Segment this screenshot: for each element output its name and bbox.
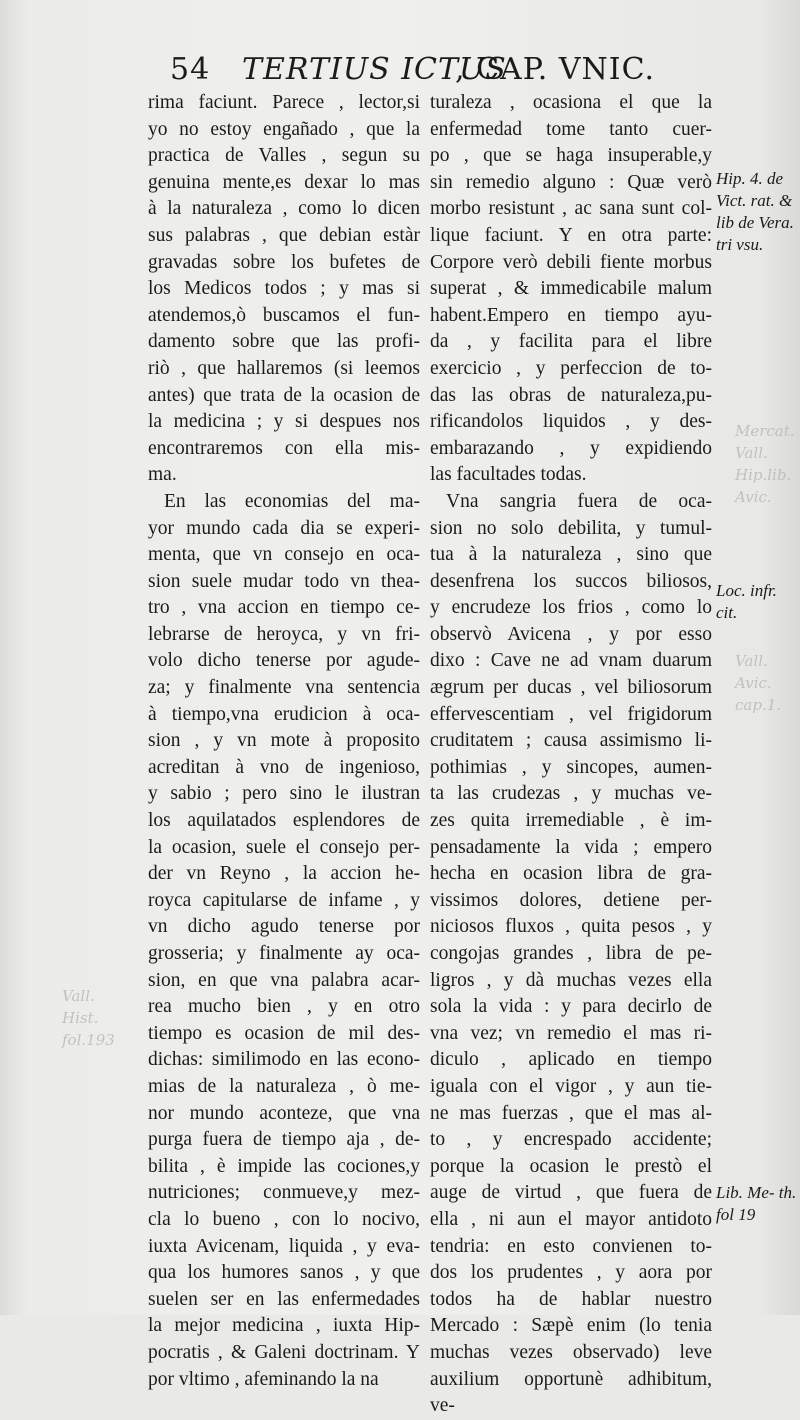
text-line: por vltimo , afeminando la na xyxy=(148,1368,379,1390)
bleed-through-text: Mercat. Vall. Hip.lib. Avic. xyxy=(735,422,795,506)
right-text-column xyxy=(430,90,712,1420)
text-line: vn dicho agudo tenerse por xyxy=(148,916,420,938)
page-header xyxy=(170,52,730,92)
text-line: nutriciones; conmueve,y mez- xyxy=(148,1182,420,1204)
text-line: sion suele mudar todo vn thea- xyxy=(148,570,420,592)
text-line: pocratis , & Galeni doctrinam. Y xyxy=(148,1341,420,1363)
text-line: ta las crudezas , y muchas ve- xyxy=(430,783,712,805)
text-line: genuina mente,es dexar lo mas xyxy=(148,171,420,193)
text-line: congojas grandes , libra de pe- xyxy=(430,943,712,964)
text-line: las facultades todas. xyxy=(430,464,587,486)
text-line: po , que se haga insuperable,y xyxy=(430,145,712,167)
text-line: practica de Valles , segun su xyxy=(148,145,420,167)
text-line: observò Avicena , y por esso xyxy=(430,623,712,645)
text-line: superat , & immedicabile malum xyxy=(430,278,712,300)
text-line: sion, en que vna palabra acar- xyxy=(148,969,420,991)
text-line: yor mundo cada dia se experi- xyxy=(148,517,420,539)
text-line: zes quita irremediable , è im- xyxy=(430,810,712,832)
text-line: das las obras de naturaleza,pu- xyxy=(430,384,712,406)
text-line: la ocasion, suele el consejo per- xyxy=(148,836,420,858)
text-line: mias de la naturaleza , ò me- xyxy=(148,1075,420,1097)
text-line: nor mundo aconteze, que vna xyxy=(148,1102,420,1124)
text-line: yo no estoy engañado , que la xyxy=(148,118,420,140)
text-line: qua los humores sanos , y que xyxy=(148,1262,420,1284)
text-line: la mejor medicina , iuxta Hip- xyxy=(148,1315,420,1337)
chapter-label: , CAP. VNIC. xyxy=(455,52,656,87)
text-line: dixo : Cave ne ad vnam duarum xyxy=(430,650,712,672)
text-line: suelen ser en las enfermedades xyxy=(148,1288,420,1310)
text-line: ligros , y dà muchas vezes ella xyxy=(430,969,712,991)
text-line: iguala con el vigor , y aun tie- xyxy=(430,1075,712,1097)
text-line: damento sobre que las profi- xyxy=(148,331,420,353)
text-line: vissimos dolores, detiene per- xyxy=(430,889,712,911)
text-line: der vn Reyno , la accion he- xyxy=(148,863,420,885)
running-title: TERTIUS ICTUS xyxy=(242,52,507,87)
text-line: ve- xyxy=(430,1395,455,1417)
text-line: ægrum per ducas , vel biliosorum xyxy=(430,677,712,699)
text-line: za; y finalmente vna sentencia xyxy=(148,677,420,699)
text-line: turaleza , ocasiona el que la xyxy=(430,92,712,113)
text-line: y sabio ; pero sino le ilustran xyxy=(148,783,420,805)
text-line: auxilium opportunè adhibitum, xyxy=(430,1368,712,1390)
text-line: los aquilatados esplendores de xyxy=(148,810,420,832)
text-line: auge de virtud , que fuera de xyxy=(430,1182,712,1204)
text-line: y encrudeze los frios , como lo xyxy=(430,597,712,619)
text-line: sus palabras , que debian estàr xyxy=(148,224,420,246)
text-line: royca capitularse de infame , y xyxy=(148,889,420,911)
text-line: à la naturaleza , como lo dicen xyxy=(148,198,420,220)
text-line: da , y facilita para el libre xyxy=(430,331,712,353)
text-line: purga fuera de tiempo aja , de- xyxy=(148,1129,420,1151)
text-line: sion , y vn mote à proposito xyxy=(148,730,420,752)
text-line: enfermedad tome tanto cuer- xyxy=(430,118,712,140)
text-line: pensadamente la vida ; empero xyxy=(430,836,712,858)
text-line: sola la vida : y para decirlo de xyxy=(430,996,712,1018)
text-line: bilita , è impide las cociones,y xyxy=(148,1155,420,1177)
text-line: la medicina ; y si despues nos xyxy=(148,411,420,433)
bleed-through-text: Vall. Avic. cap.1. xyxy=(735,652,782,714)
text-line: encontraremos con ella mis- xyxy=(148,437,420,459)
text-line: acreditan à vno de ingenioso, xyxy=(148,756,420,778)
text-line: tro , vna accion en tiempo ce- xyxy=(148,597,420,619)
text-line: gravadas sobre los bufetes de xyxy=(148,251,420,273)
text-line: rea mucho bien , y en otro xyxy=(148,996,420,1018)
text-line: riò , que hallaremos (si leemos xyxy=(148,357,420,379)
text-line: ne mas fuerzas , que el mas al- xyxy=(430,1102,712,1124)
text-line: los Medicos todos ; y mas si xyxy=(148,278,420,300)
text-line: todos ha de hablar nuestro xyxy=(430,1288,712,1310)
text-line: Vna sangria fuera de oca- xyxy=(446,490,712,512)
page-number: 54 xyxy=(170,52,211,87)
text-line: iuxta Avicenam, liquida , y eva- xyxy=(148,1235,420,1257)
text-line: pothimias , y sincopes, aumen- xyxy=(430,756,712,778)
text-line: ma. xyxy=(148,464,177,486)
text-line: grosseria; y finalmente ay oca- xyxy=(148,943,420,964)
text-line: rificandolos liquidos , y des- xyxy=(430,411,712,433)
text-line: morbo resistunt , ac sana sunt col- xyxy=(430,198,712,220)
text-line: dos los prudentes , y aora por xyxy=(430,1262,712,1284)
margin-note-loc-infr: Loc. infr. cit. xyxy=(716,581,777,622)
text-line: to , y encrespado accidente; xyxy=(430,1129,712,1151)
text-line: diculo , aplicado en tiempo xyxy=(430,1049,712,1071)
text-line: porque la ocasion le prestò el xyxy=(430,1155,712,1177)
text-line: dichas: similimodo en las econo- xyxy=(148,1049,420,1071)
text-line: lique faciunt. Y en otra parte: xyxy=(430,224,712,246)
text-line: à tiempo,vna erudicion à oca- xyxy=(148,703,420,725)
margin-note-hippocrates: Hip. 4. de Vict. rat. & lib de Vera. tri vsu. xyxy=(716,169,794,254)
text-line: exercicio , y perfeccion de to- xyxy=(430,357,712,379)
text-line: habent.Empero en tiempo ayu- xyxy=(430,304,712,326)
text-line: Corpore verò debili fiente morbus xyxy=(430,251,712,273)
text-line: hecha en ocasion libra de gra- xyxy=(430,863,712,885)
text-line: En las economias del ma- xyxy=(164,490,420,512)
text-line: sin remedio alguno : Quæ verò xyxy=(430,171,712,193)
text-line: tendria: en esto convienen to- xyxy=(430,1235,712,1257)
text-line: rima faciunt. Parece , lector,si xyxy=(148,92,420,113)
text-line: embarazando , y expidiendo xyxy=(430,437,712,459)
text-line: ella , ni aun el mayor antidoto xyxy=(430,1208,712,1230)
text-line: lebrarse de heroyca, y vn fri- xyxy=(148,623,420,645)
left-text-column xyxy=(148,90,420,1393)
text-line: atendemos,ò buscamos el fun- xyxy=(148,304,420,326)
margin-note-lib-meth: Lib. Me- th. fol 19 xyxy=(716,1183,797,1224)
text-line: muchas vezes observado) leve xyxy=(430,1341,712,1363)
text-line: cruditatem ; causa assimismo li- xyxy=(430,730,712,752)
text-line: Mercado : Sæpè enim (lo tenia xyxy=(430,1315,712,1337)
bleed-through-text: Vall. Hist. fol.193 xyxy=(62,987,115,1049)
text-line: antes) que trata de la ocasion de xyxy=(148,384,420,406)
text-line: cla lo bueno , con lo nocivo, xyxy=(148,1208,420,1230)
text-line: effervescentiam , vel frigidorum xyxy=(430,703,712,725)
text-line: niciosos fluxos , quita pesos , y xyxy=(430,916,712,938)
text-line: volo dicho tenerse por agude- xyxy=(148,650,420,672)
text-line: tiempo es ocasion de mil des- xyxy=(148,1022,420,1044)
text-line: sion no solo debilita, y tumul- xyxy=(430,517,712,539)
text-line: tua à la naturaleza , sino que xyxy=(430,544,712,566)
text-line: vna vez; vn remedio el mas ri- xyxy=(430,1022,712,1044)
text-line: menta, que vn consejo en oca- xyxy=(148,544,420,566)
text-line: desenfrena los succos biliosos, xyxy=(430,570,712,592)
